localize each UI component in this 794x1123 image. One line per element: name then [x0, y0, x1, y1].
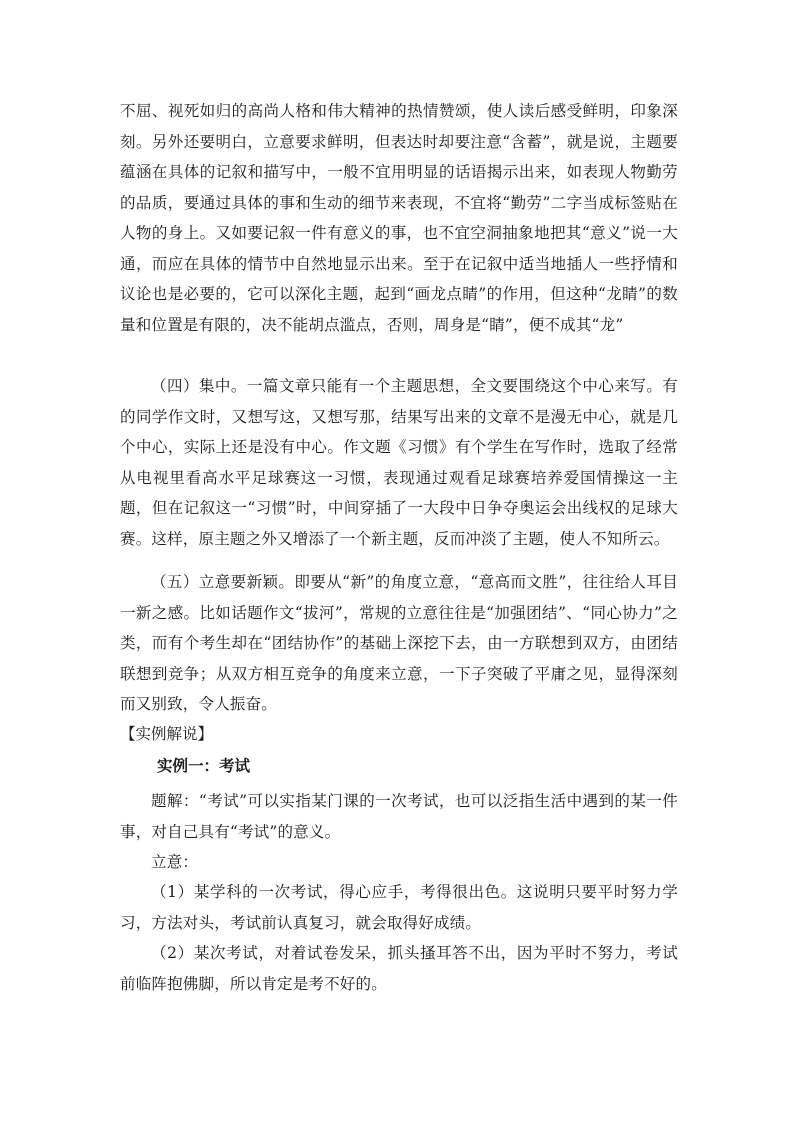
- paragraph-intent-label: 立意：: [151, 853, 199, 871]
- example-title: 实例一：考试: [157, 756, 251, 775]
- paragraph-topic-explanation: 题解：“考试”可以实指某门课的一次考试，也可以泛指生活中遇到的某一件事，对自己具有“考试”的意义。: [120, 792, 678, 841]
- paragraph-focus: （四）集中。一篇文章只能有一个主题思想，全文要围绕这个中心来写。有的同学作文时，又想写这，又想写那，结果写出来的文章不是漫无中心，就是几个中心，实际上还是没有中心。作文题《习惯》有个学生在写作时，选取了经常从电视里看高水平足球赛这一习惯，表现通过观看足球赛培养爱国情操这一主题，但在记叙这一“习惯”时，中间穿插了一大段中日争夺奥运会出线权的足球大赛。这样，原主题之外又增添了一个新主题，反而冲淡了主题，使人不知所云。: [120, 377, 678, 548]
- paragraph-novelty: （五）立意要新颖。即要从“新”的角度立意，“意高而文胜”，往往给人耳目一新之感。比如话题作文“拔河”，常规的立意往往是“加强团结”、“同心协力”之类，而有个考生却在“团结协作”的基础上深挖下去，由一方联想到双方，由团结联想到竞争；从双方相互竞争的角度来立意，一下子突破了平庸之见，显得深刻而又别致，令人振奋。: [120, 573, 678, 713]
- section-heading: 【实例解说】: [120, 725, 214, 743]
- paragraph-intent-1: （1）某学科的一次考试，得心应手，考得很出色。这说明只要平时努力学习，方法对头，考试前认真复习，就会取得好成绩。: [120, 883, 678, 932]
- paragraph-intent-2: （2）某次考试，对着试卷发呆，抓头搔耳答不出，因为平时不努力，考试前临阵抱佛脚，所以肯定是考不好的。: [120, 944, 678, 993]
- paragraph-theme-clarity: 不屈、视死如归的高尚人格和伟大精神的热情赞颂，使人读后感受鲜明，印象深刻。另外还要明白，立意要求鲜明，但表达时却要注意“含蓄”，就是说，主题要蕴涵在具体的记叙和描写中，一般不宜用明显的话语揭示出来，如表现人物勤劳的品质，要通过具体的事和生动的细节来表现，不宜将“勤劳”二字当成标签贴在人物的身上。又如要记叙一件有意义的事，也不宜空洞抽象地把其“意义”说一大通，而应在具体的情节中自然地显示出来。至于在记叙中适当地插人一些抒情和议论也是必要的，它可以深化主题，起到“画龙点睛”的作用，但这种“龙睛”的数量和位置是有限的，决不能胡点滥点，否则，周身是“睛”，便不成其“龙”: [120, 102, 678, 334]
